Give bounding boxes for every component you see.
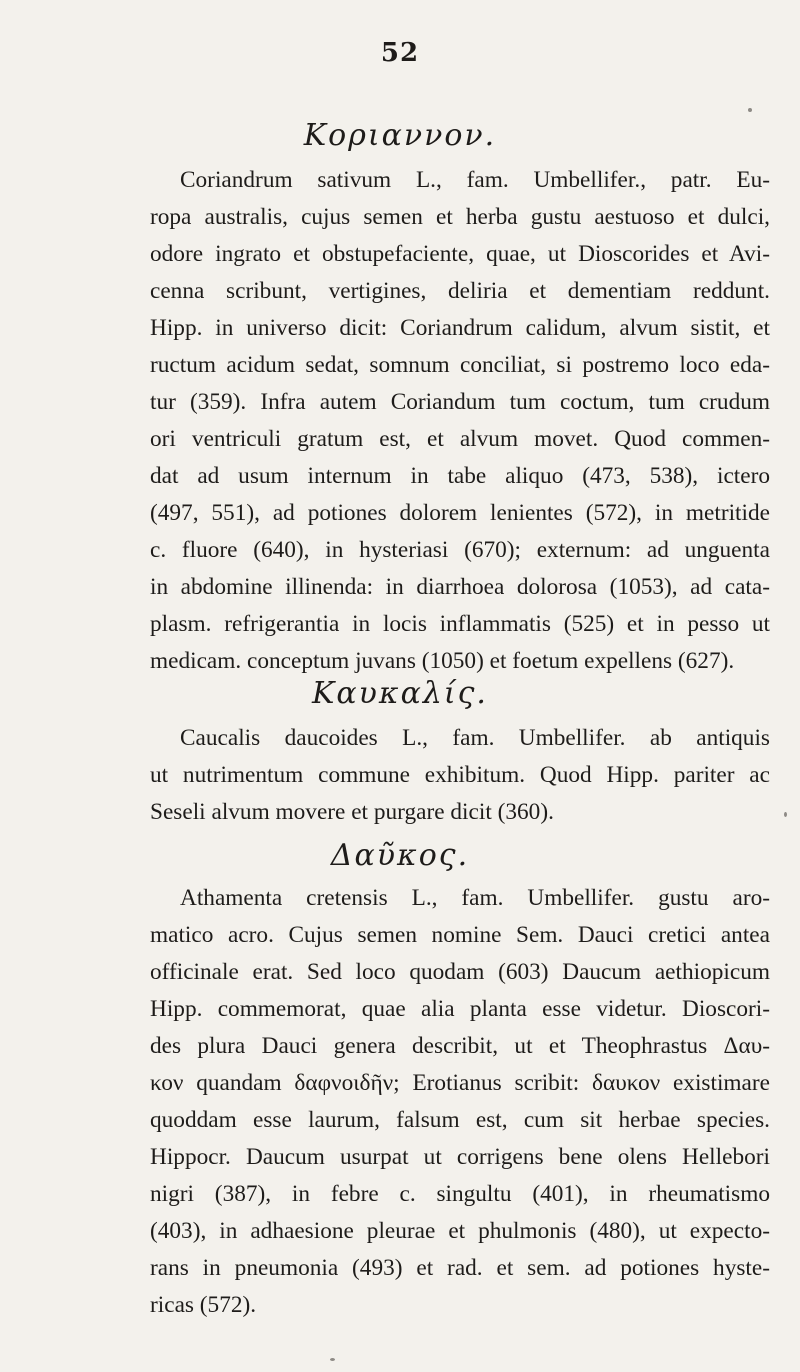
section-body-daukos <box>150 880 770 1324</box>
page-number: 52 <box>380 38 420 68</box>
text-line: officinale erat. Sed loco quodam (603) Daucum aethiopicum <box>150 959 770 985</box>
text-line: c. fluore (640), in hysteriasi (670); externum: ad unguenta <box>150 537 770 563</box>
section-body-koriannon <box>150 162 770 680</box>
section-body-kaukalis <box>150 720 770 831</box>
text-line: rans in pneumonia (493) et rad. et sem. ad potiones hyste- <box>150 1255 770 1281</box>
text-line: κον quandam δαφνοιδῆν; Erotianus scribit: δαυκον existimare <box>150 1070 770 1096</box>
text-line: matico acro. Cujus semen nomine Sem. Dauci cretici antea <box>150 922 770 948</box>
scan-speck <box>748 108 752 112</box>
text-line: in abdomine illinenda: in diarrhoea dolorosa (1053), ad cata- <box>150 574 770 600</box>
text-line: nigri (387), in febre c. singultu (401), in rheumatismo <box>150 1181 770 1207</box>
text-line: plasm. refrigerantia in locis inflammatis (525) et in pesso ut <box>150 611 770 637</box>
text-line: quoddam esse laurum, falsum est, cum sit herbae species. <box>150 1107 770 1133</box>
text-line: Hipp. commemorat, quae alia planta esse videtur. Dioscori- <box>150 996 770 1022</box>
section-heading-kaukalis: Καυκαλίς. <box>312 676 488 711</box>
text-line: ropa australis, cujus semen et herba gustu aestuoso et dulci, <box>150 204 770 230</box>
text-line: tur (359). Infra autem Coriandum tum coctum, tum crudum <box>150 389 770 415</box>
text-line: dat ad usum internum in tabe aliquo (473, 538), ictero <box>150 463 770 489</box>
scan-speck <box>330 1358 335 1361</box>
text-line: Coriandrum sativum L., fam. Umbellifer., patr. Eu- <box>180 167 770 193</box>
text-line: ricas (572). <box>150 1292 257 1318</box>
text-line: medicam. conceptum juvans (1050) et foetum expellens (627). <box>150 648 735 674</box>
text-line: odore ingrato et obstupefaciente, quae, ut Dioscorides et Avi- <box>150 241 770 267</box>
text-line: Seseli alvum movere et purgare dicit (360). <box>150 799 554 825</box>
scan-speck <box>784 812 787 817</box>
text-line: ut nutrimentum commune exhibitum. Quod Hipp. pariter ac <box>150 762 770 788</box>
text-line: Athamenta cretensis L., fam. Umbellifer. gustu aro- <box>180 885 770 911</box>
section-heading-daukos: Δαῦκος. <box>330 838 470 873</box>
text-line: cenna scribunt, vertigines, deliria et dementiam reddunt. <box>150 278 770 304</box>
text-line: (497, 551), ad potiones dolorem lenientes (572), in metritide <box>150 500 770 526</box>
text-line: des plura Dauci genera describit, ut et Theophrastus Δαυ- <box>150 1033 770 1059</box>
text-line: ructum acidum sedat, somnum conciliat, si postremo loco eda- <box>150 352 770 378</box>
text-line: Hipp. in universo dicit: Coriandrum calidum, alvum sistit, et <box>150 315 770 341</box>
section-heading-koriannon: Κοριαννον. <box>303 118 497 153</box>
text-line: ori ventriculi gratum est, et alvum movet. Quod commen- <box>150 426 770 452</box>
text-line: Caucalis daucoides L., fam. Umbellifer. ab antiquis <box>180 725 770 751</box>
text-line: Hippocr. Daucum usurpat ut corrigens bene olens Hellebori <box>150 1144 770 1170</box>
text-line: (403), in adhaesione pleurae et phulmonis (480), ut expecto- <box>150 1218 770 1244</box>
